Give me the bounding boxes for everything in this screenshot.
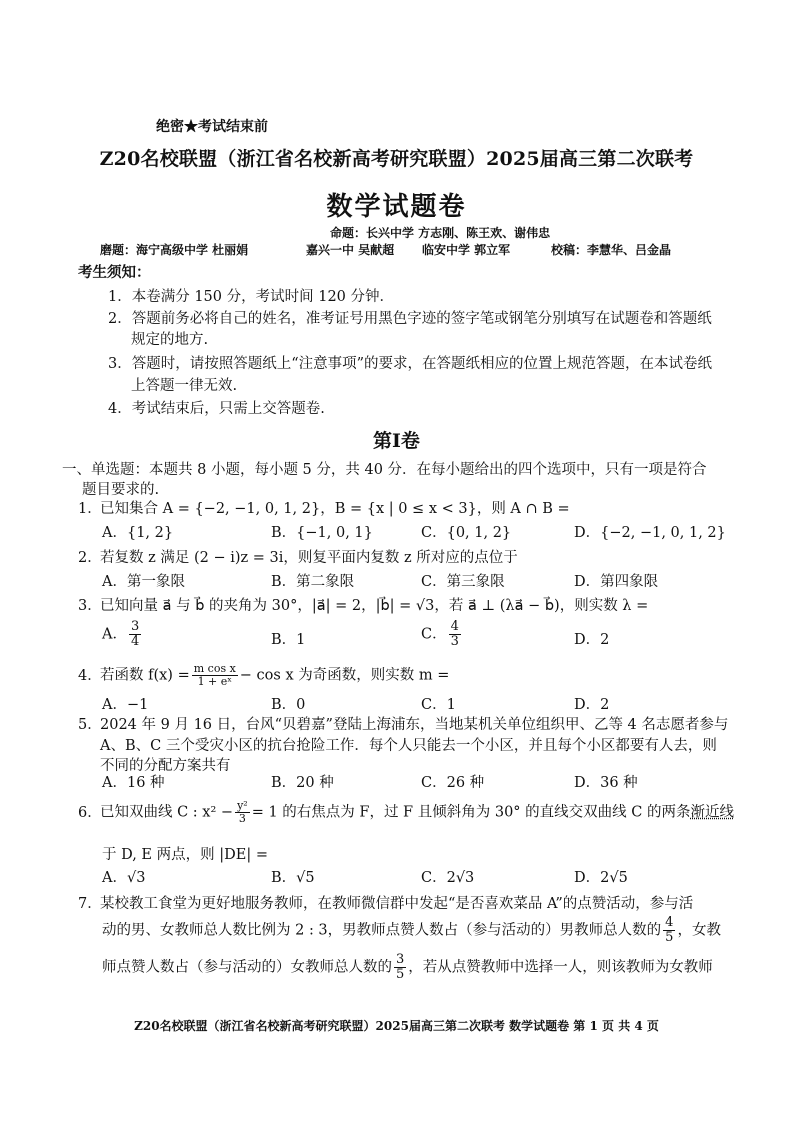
q3-option-a [102, 620, 143, 649]
q4-option-d: D．2 [574, 697, 610, 713]
q2-option-c: C．第三象限 [421, 574, 505, 590]
fraction-denominator: 4 [130, 634, 140, 649]
question-text: 已知向量 a⃗ 与 b⃗ 的夹角为 30°，|a⃗| = 2，|b⃗| = √3，若 a⃗ ⊥ (λa⃗ − b⃗)，则实数 λ = [100, 598, 649, 614]
q5-option-d: D．36 种 [574, 775, 638, 791]
question-2-stem [78, 546, 518, 567]
question-text-post: − cos x 为奇函数，则实数 m = [239, 667, 450, 684]
question-7-line-2 [102, 916, 721, 945]
q2-option-d: D．第四象限 [574, 574, 659, 590]
fraction [129, 620, 141, 649]
fraction-numerator: m cos x [193, 662, 236, 675]
q2-option-b: B．第二象限 [271, 574, 355, 590]
question-text-pre: 已知双曲线 C : x² − [100, 804, 234, 821]
fraction-numerator: 3 [130, 619, 140, 634]
question-text-post: = 1 的右焦点为 F，过 F 且倾斜角为 30° 的直线交双曲线 C 的两条 [251, 804, 691, 821]
fraction-denominator: 5 [396, 967, 405, 982]
option-label: C． [421, 626, 447, 643]
question-text-post: ，女教 [677, 922, 721, 939]
question-5-line-2: A、B、C 三个受灾小区的抗台抢险工作．每个人只能去一个小区，并且每个小区都要有人去，则 [100, 738, 717, 754]
question-5-stem [78, 713, 728, 734]
section-instructions: 一、单选题：本题共 8 小题，每小题 5 分，共 40 分．在每小题给出的四个选项中，只有一项是符合 [62, 462, 707, 478]
notes-title: 考生须知： [78, 264, 151, 281]
reviewers-credit-1: 磨题：海宁高级中学 杜丽娟 [100, 243, 249, 257]
q1-option-b: B．{−1, 0, 1} [271, 525, 373, 541]
fraction-numerator: y² [237, 799, 248, 812]
question-3-stem [78, 594, 648, 615]
question-text: 已知集合 A = {−2, −1, 0, 1, 2}，B = {x | 0 ≤ x < 3}，则 A ∩ B = [100, 501, 570, 517]
question-text: 2024 年 9 月 16 日，台风“贝碧嘉”登陆上海浦东，当地某机关单位组织甲、乙等 4 名志愿者参与 [100, 717, 729, 733]
fraction-denominator: 1 + eˣ [197, 675, 232, 688]
q6-option-d: D．2√5 [574, 870, 628, 886]
question-text-post: ，若从点赞教师中选择一人，则该教师为女教师 [408, 959, 713, 976]
q5-option-a: A．16 种 [102, 775, 165, 791]
note-2-cont: 规定的地方. [131, 332, 209, 348]
question-text-pre: 若函数 f(x) = [100, 667, 190, 684]
fraction-denominator: 5 [665, 930, 674, 945]
q2-option-a: A．第一象限 [102, 574, 185, 590]
reviewers-credit-3: 临安中学 郭立军 [422, 243, 511, 257]
exam-alliance-title: Z20名校联盟（浙江省名校新高考研究联盟）2025届高三第二次联考 [99, 148, 694, 170]
option-label: A． [102, 626, 127, 643]
confidential-label: 绝密★考试结束前 [156, 119, 268, 135]
question-6-line-2: 于 D, E 两点，则 |DE| = [102, 847, 268, 863]
emphasis-text: 渐近线 [690, 804, 734, 821]
q5-option-b: B．20 种 [271, 775, 334, 791]
question-text: 若复数 z 满足 (2 − i)z = 3i，则复平面内复数 z 所对应的点位于 [100, 550, 518, 566]
q6-option-b: B．√5 [271, 870, 315, 886]
fraction-denominator: 3 [450, 634, 459, 649]
note-2: 2．答题前务必将自己的姓名，准考证号用黑色字迹的签字笔或钢笔分别填写在试题卷和答题纸 [108, 311, 712, 327]
q3-option-d: D．2 [574, 632, 610, 648]
fraction-denominator: 3 [238, 812, 246, 825]
volume-heading: 第Ⅰ卷 [373, 430, 420, 452]
proofread-credit: 校稿：李慧华、吕金晶 [551, 243, 672, 257]
setters-credit: 命题：长兴中学 方志刚、陈王欢、谢伟忠 [330, 226, 551, 240]
question-4-stem [78, 663, 449, 688]
note-4: 4．考试结束后，只需上交答题卷. [108, 401, 325, 417]
q4-option-b: B．0 [271, 697, 306, 713]
fraction-numerator: 4 [665, 915, 674, 930]
q4-option-a: A．−1 [102, 697, 149, 713]
question-5-line-3: 不同的分配方案共有 [100, 758, 231, 774]
section-instructions-cont: 题目要求的. [82, 482, 160, 498]
q4-option-c: C．1 [421, 697, 456, 713]
fraction [192, 663, 238, 688]
question-number: 2． [78, 550, 102, 566]
question-number: 7． [78, 896, 102, 912]
q3-option-b: B．1 [271, 632, 306, 648]
paper-title: 数学试题卷 [326, 192, 467, 222]
page-footer: Z20名校联盟（浙江省名校新高考研究联盟）2025届高三第二次联考 数学试题卷 第 1 页 共 4 页 [134, 1019, 659, 1033]
question-6-stem [78, 800, 734, 825]
question-7-stem [78, 892, 693, 913]
fraction-numerator: 4 [450, 619, 459, 634]
question-7-line-3 [102, 953, 713, 982]
question-number: 1． [78, 501, 102, 517]
q6-option-a: A．√3 [102, 870, 146, 886]
q1-option-c: C．{0, 1, 2} [421, 525, 512, 541]
question-text: 某校教工食堂为更好地服务教师，在教师微信群中发起“是否喜欢菜品 A”的点赞活动，参与活 [100, 896, 694, 912]
note-1: 1．本卷满分 150 分，考试时间 120 分钟． [108, 289, 395, 305]
q1-option-a: A．{1, 2} [102, 525, 174, 541]
fraction-numerator: 3 [396, 952, 405, 967]
question-number: 4． [78, 667, 102, 684]
fraction [394, 953, 406, 982]
reviewers-credit-2: 嘉兴一中 吴献超 [306, 243, 395, 257]
fraction [235, 800, 250, 825]
q6-option-c: C．2√3 [421, 870, 475, 886]
question-text-pre: 师点赞人数占（参与活动的）女教师总人数的 [102, 959, 392, 976]
q5-option-c: C．26 种 [421, 775, 485, 791]
q1-option-d: D．{−2, −1, 0, 1, 2} [574, 525, 726, 541]
question-1-stem [78, 497, 570, 518]
note-3: 3．答题时，请按照答题纸上“注意事项”的要求，在答题纸相应的位置上规范答题，在本试卷纸 [108, 356, 713, 372]
note-3-cont: 上答题一律无效. [131, 378, 238, 394]
fraction [663, 916, 675, 945]
question-text-pre: 动的男、女教师总人数比例为 2 : 3，男教师点赞人数占（参与活动的）男教师总人数的 [102, 922, 662, 939]
fraction [449, 620, 461, 649]
question-number: 6． [78, 804, 102, 821]
question-number: 3． [78, 598, 102, 614]
question-number: 5． [78, 717, 102, 733]
q3-option-c [421, 620, 463, 649]
